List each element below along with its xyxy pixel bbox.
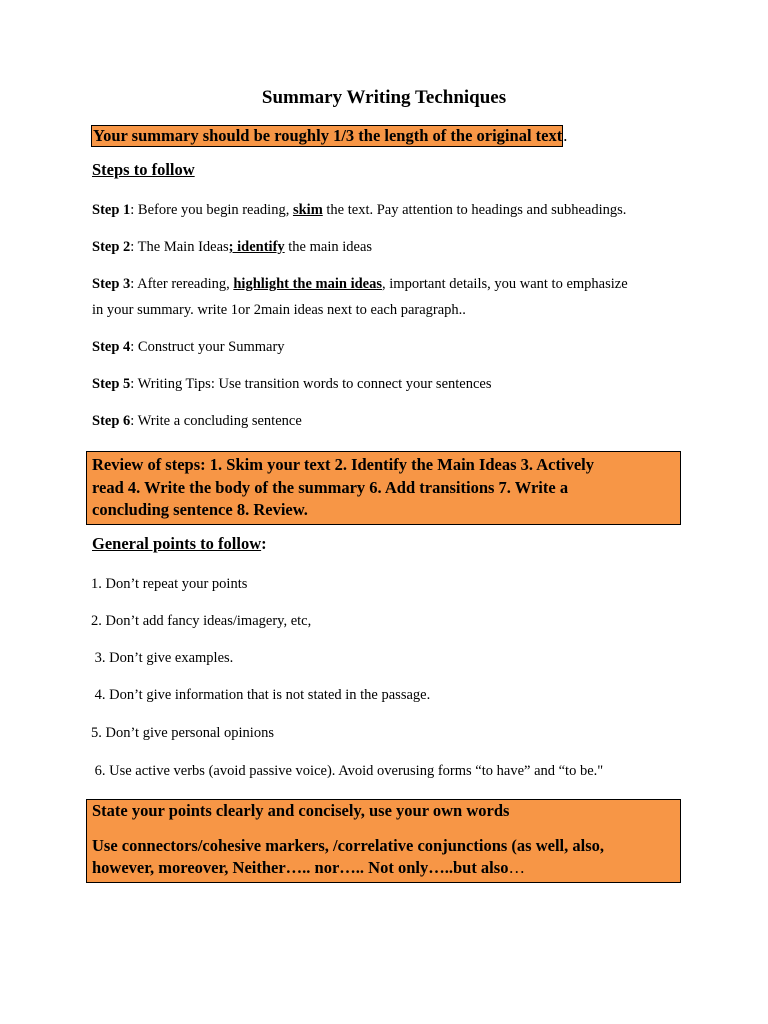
step-4-text: : Construct your Summary xyxy=(130,339,285,355)
general-heading xyxy=(92,534,267,554)
point-4: 4. Don’t give information that is not stated in the passage. xyxy=(91,687,431,703)
step-1-text-a: : Before you begin reading, xyxy=(130,202,293,218)
steps-heading: Steps to follow xyxy=(92,160,195,179)
step-3-text-a: : After rereading, xyxy=(130,276,234,292)
final-line-3 xyxy=(92,857,680,880)
general-heading-colon: : xyxy=(261,534,267,553)
step-5-label: Step 5 xyxy=(92,376,131,392)
step-1 xyxy=(92,202,626,219)
step-4 xyxy=(92,339,285,356)
step-3 xyxy=(92,276,628,293)
length-note xyxy=(91,125,567,147)
step-1-text-b: the text. Pay attention to headings and subheadings. xyxy=(322,202,627,218)
step-3-text-b: , important details, you want to emphasize xyxy=(382,276,628,292)
step-5-text: : Writing Tips: Use transition words to connect your sentences xyxy=(130,376,492,392)
step-4-label: Step 4 xyxy=(92,339,131,355)
length-note-highlight: Your summary should be roughly 1/3 the length of the original text xyxy=(93,126,563,145)
step-3-continuation: in your summary. write 1or 2main ideas next to each paragraph.. xyxy=(92,302,466,318)
step-2 xyxy=(92,239,372,256)
step-3-label: Step 3 xyxy=(92,276,131,292)
review-line-3: concluding sentence 8. Review. xyxy=(92,500,308,519)
point-6: 6. Use active verbs (avoid passive voice). Avoid overusing forms “to have” and “to be." xyxy=(91,763,604,779)
point-5: 5. Don’t give personal opinions xyxy=(91,725,274,741)
general-heading-text: General points to follow xyxy=(92,534,262,553)
step-3-emphasis: highlight the main ideas xyxy=(233,276,383,292)
step-6-text: : Write a concluding sentence xyxy=(130,413,302,429)
point-1: 1. Don’t repeat your points xyxy=(91,576,248,592)
step-2-emphasis: ; identify xyxy=(228,239,285,255)
review-box xyxy=(86,451,681,525)
length-note-period: . xyxy=(563,126,568,145)
step-5 xyxy=(92,376,492,393)
step-2-text-b: the main ideas xyxy=(284,239,373,255)
point-2: 2. Don’t add fancy ideas/imagery, etc, xyxy=(91,613,312,629)
step-6-label: Step 6 xyxy=(92,413,131,429)
point-3: 3. Don’t give examples. xyxy=(91,650,234,666)
final-line-3-text: however, moreover, Neither….. nor….. Not only…..but also xyxy=(92,858,509,877)
step-6 xyxy=(92,413,302,430)
final-line-1: State your points clearly and concisely, use your own words xyxy=(92,801,510,820)
step-1-label: Step 1 xyxy=(92,202,131,218)
final-box xyxy=(86,799,681,883)
final-line-2: Use connectors/cohesive markers, /correlative conjunctions (as well, also, xyxy=(92,835,605,855)
step-2-label: Step 2 xyxy=(92,239,131,255)
review-line-2: read 4. Write the body of the summary 6. Add transitions 7. Write a xyxy=(92,477,569,497)
step-1-emphasis: skim xyxy=(292,202,323,218)
page-title: Summary Writing Techniques xyxy=(261,87,507,108)
step-2-text-a: : The Main Ideas xyxy=(130,239,229,255)
review-line-1: Review of steps: 1. Skim your text 2. Identify the Main Ideas 3. Actively xyxy=(92,455,594,474)
final-ellipsis: … xyxy=(508,858,525,877)
